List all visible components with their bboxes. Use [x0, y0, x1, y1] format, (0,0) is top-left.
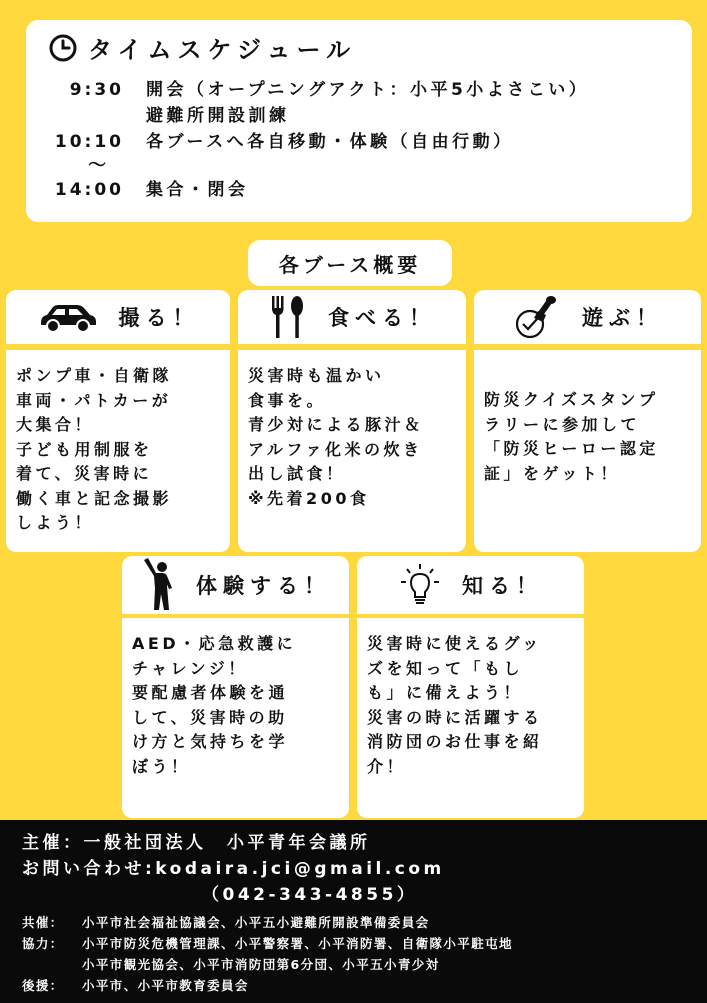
booth-text: ラリーに参加して — [484, 414, 641, 434]
car-icon — [37, 301, 99, 333]
schedule-time: 9:30 — [69, 80, 124, 100]
stamp-icon — [512, 294, 562, 340]
booth-text: 車両・パトカーが — [16, 390, 172, 410]
booth-body-taberu — [238, 350, 466, 552]
booth-text: 要配慮者体験を通 — [132, 683, 289, 702]
booth-header-taberu — [238, 290, 466, 344]
booth-text: 食事を。 — [248, 390, 327, 410]
organizer: 主催：一般社団法人 小平青年会議所 — [22, 833, 371, 853]
booth-text: も」に備えよう！ — [367, 683, 524, 702]
schedule-item: 開会（オープニングアクト：小平5小よさこい） — [146, 80, 590, 100]
booth-text: 大集合！ — [16, 415, 95, 434]
booth-text: 防災クイズスタンプ — [484, 390, 659, 409]
schedule-item: 避難所開設訓練 — [146, 106, 290, 126]
booth-text: 「防災ヒーロー認定 — [484, 439, 659, 458]
booth-text: 消防団のお仕事を紹 — [367, 732, 543, 751]
booth-title: 知る！ — [462, 574, 543, 598]
booth-header-taiken — [122, 556, 349, 614]
cooperation-text-2: 小平市観光協会、小平市消防団第6分団、小平五小青少対 — [82, 957, 440, 972]
cohost-label: 共催： — [22, 915, 64, 930]
schedule-time: 10:10 — [54, 132, 124, 152]
footer — [0, 820, 707, 1003]
booth-text: 災害時も温かい — [248, 366, 385, 385]
contact-email: お問い合わせ:kodaira.jci@gmail.com — [22, 859, 445, 879]
schedule-time: 14:00 — [54, 180, 124, 200]
booth-text: しよう！ — [16, 513, 95, 532]
booth-text: ズを知って「もし — [367, 658, 524, 678]
booth-body-shiru — [357, 618, 584, 818]
booth-text: アルファ化米の炊き — [248, 439, 423, 459]
booth-body-taiken — [122, 618, 349, 818]
booth-text: 子ども用制服を — [16, 439, 153, 459]
booth-body-asobu — [474, 350, 701, 552]
overview-title: 各ブース概要 — [248, 240, 452, 286]
support-row — [22, 975, 685, 996]
booth-text: 介！ — [367, 756, 407, 776]
booth-text: 出し試食！ — [248, 464, 346, 483]
booth-header-asobu — [474, 290, 701, 344]
schedule-header — [48, 30, 670, 65]
booth-header-shiru — [357, 556, 584, 614]
schedule-row — [48, 129, 670, 155]
booth-text: 着て、災害時に — [16, 464, 153, 483]
booth-text: け方と気持ちを学 — [132, 732, 289, 751]
schedule-tilde: 〜 — [88, 155, 110, 176]
schedule-item: 各ブースへ各自移動・体験（自由行動） — [146, 132, 514, 152]
cooperation-text: 小平市防災危機管理課、小平警察署、小平消防署、自衛隊小平駐屯地 — [82, 936, 513, 951]
booth-title: 体験する！ — [196, 574, 331, 598]
booth-title: 撮る！ — [118, 306, 200, 330]
schedule-row — [48, 177, 670, 203]
schedule-card — [26, 20, 692, 222]
booth-text: 働く車と記念撮影 — [16, 488, 173, 508]
schedule-item: 集合・閉会 — [146, 180, 249, 200]
cooperation-row-2 — [22, 954, 685, 975]
cohost-row — [22, 912, 685, 933]
person-icon — [140, 558, 176, 612]
cooperation-row — [22, 933, 685, 954]
booth-title: 食べる！ — [328, 306, 436, 330]
booth-text: ※先着200食 — [248, 488, 370, 508]
schedule-title: タイムスケジュール — [88, 36, 357, 64]
lightbulb-icon — [398, 562, 442, 608]
fork-spoon-icon — [268, 294, 308, 340]
clock-icon — [48, 33, 78, 63]
booth-body-toru — [6, 350, 230, 552]
booth-text: 災害時に使えるグッ — [367, 634, 542, 653]
schedule-row — [48, 77, 670, 129]
contact-phone: （042-343-4855） — [202, 885, 418, 905]
schedule-list — [48, 77, 670, 203]
booth-text: ポンプ車・自衛隊 — [16, 366, 173, 385]
booth-text: 災害の時に活躍する — [367, 707, 543, 727]
booth-header-toru — [6, 290, 230, 344]
cohost-text: 小平市社会福祉協議会、小平五小避難所開設準備委員会 — [82, 915, 430, 930]
support-text: 小平市、小平市教育委員会 — [82, 978, 249, 993]
booth-title: 遊ぶ！ — [582, 306, 663, 330]
booth-text: 青少対による豚汁＆ — [248, 415, 424, 434]
booth-text: 証」をゲット！ — [484, 463, 620, 483]
booth-text: して、災害時の助 — [132, 707, 288, 727]
booth-text: ぼう！ — [132, 756, 191, 776]
booth-text: チャレンジ！ — [132, 658, 248, 678]
support-label: 後援： — [22, 978, 64, 993]
cooperation-label: 協力： — [22, 936, 64, 951]
booth-text: AED・応急救護に — [132, 634, 297, 653]
